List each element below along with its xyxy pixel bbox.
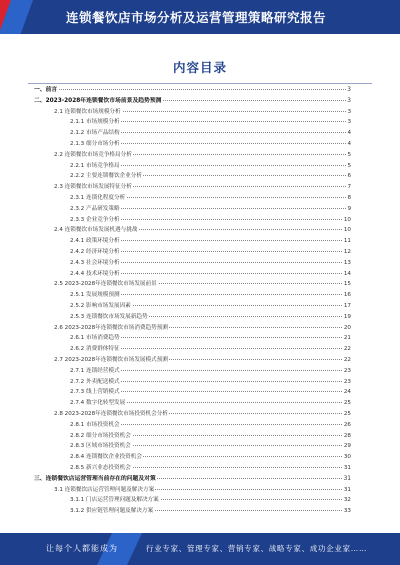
toc-entry[interactable] [0,194,400,202]
toc-entry[interactable] [0,259,400,267]
toc-entry-label: 2.3.3 企业竞争分析 [70,216,120,223]
toc-entry[interactable] [0,183,400,191]
toc-divider [28,83,372,84]
toc-entry-page: 19 [343,313,351,320]
toc-entry-label: 2.1 连锁餐饮市场规模分析 [54,108,121,115]
toc-entry-page: 3 [347,108,351,115]
toc-entry-label: 2.7.1 连锁经营模式 [70,367,120,374]
toc-entry-label: 二、2023-2028年连锁餐饮市场前景及趋势预测 [34,97,162,104]
toc-entry[interactable] [0,280,400,288]
toc-entry[interactable] [0,140,400,148]
toc-entry-label: 2.5.3 连锁餐饮市场发展新趋势 [70,313,148,320]
toc-entry-page: 29 [343,443,351,450]
toc-entry-page: 30 [343,454,351,461]
toc-entry[interactable] [0,108,400,116]
toc-entry-label: 2.4.4 技术环境分析 [70,270,120,277]
toc-entry-page: 26 [343,421,351,428]
toc-entry-page: 10 [343,216,351,223]
toc-entry-page: 16 [343,292,351,299]
toc-entry-page: 23 [343,378,351,385]
toc-entry-page: 31 [343,486,351,493]
toc-entry-label: 2.7.3 线上营销模式 [70,389,120,396]
toc-entry[interactable] [0,399,400,407]
toc-entry[interactable] [0,442,400,450]
toc-entry-page: 22 [343,357,351,363]
toc-entry-label: 2.3 连锁餐饮市场发展特征分析 [54,184,132,191]
toc-entry[interactable] [0,151,400,159]
toc-entry[interactable] [0,226,400,234]
toc-entry-label: 3.1.2 供应链管理问题及解决方案 [70,508,154,515]
toc-entry[interactable] [0,432,400,440]
toc-entry-page: 12 [343,249,351,255]
toc-entry-page: 3 [347,119,351,126]
toc-entry-page: 20 [343,324,351,331]
toc-entry[interactable] [0,410,400,418]
toc-entry-label: 2.1.3 细分市场分析 [70,141,120,147]
toc-entry[interactable] [0,453,400,461]
toc-entry[interactable] [0,356,400,364]
toc-entry-page: 10 [343,227,351,234]
toc-entry-page: 17 [343,303,351,309]
toc-entry[interactable] [0,486,400,494]
toc-entry[interactable] [0,464,400,472]
toc-entry-label: 2.5.1 发展规模预测 [70,292,120,299]
toc-entry[interactable] [0,507,400,515]
toc-entry-label: 3.1.1 门店运营管理问题及解决方案 [70,497,159,504]
toc-entry[interactable] [0,475,400,483]
toc-entry-label: 2.1.2 市场产品结构 [70,130,120,137]
toc-entry-label: 2.8.4 连锁餐饮企业投资机会 [70,454,142,461]
toc-entry-label: 2.8.1 市场投资机会 [70,421,120,428]
toc-entry-page: 6 [347,173,351,180]
toc-entry[interactable] [0,388,400,396]
toc-entry-page: 31 [343,465,351,471]
toc-entry[interactable] [0,324,400,332]
toc-entry[interactable] [0,378,400,386]
toc-entry-label: 2.8.5 新兴业态投资机会 [70,465,131,471]
toc-entry-label: 2.2.2 主要连锁餐饮企业分析 [70,173,142,180]
toc-entry-page: 5 [347,151,351,158]
toc-entry-label: 3.1 连锁餐饮店运营管理问题及解决方案 [54,486,155,493]
toc-entry-label: 三、连锁餐饮店运营管理当前存在的问题及对策 [34,475,156,482]
toc-entry-label: 2.1.1 市场规模分析 [70,119,120,126]
toc-entry[interactable] [0,216,400,224]
toc-entry-label: 2.6.1 市场消费趋势 [70,335,120,342]
toc-entry-page: 25 [343,400,351,407]
toc-entry-page: 31 [343,475,351,482]
toc-entry[interactable] [0,334,400,342]
toc-entry[interactable] [0,129,400,137]
toc-entry-page: 9 [347,205,351,212]
toc-entry-label: 2.4 连锁餐饮市场发展机遇与挑战 [54,227,138,234]
toc-entry-label: 2.7 2023-2028年连锁餐饮市场发展模式预测 [54,357,168,363]
toc-entry-page: 33 [343,508,351,515]
footer-slogan-right: 行业专家、管理专家、营销专家、战略专家、成功企业家…… [146,544,368,553]
toc-entry-label: 2.4.1 政策环境分析 [70,238,120,245]
toc-entry-label: 2.2 连锁餐饮市场竞争格局分析 [54,151,132,158]
toc-entry[interactable] [0,421,400,429]
toc-entry-page: 23 [343,367,351,374]
toc-entry-label: 2.7.2 外卖配送模式 [70,378,120,385]
toc-entry[interactable] [0,205,400,213]
toc-entry-label: 2.8 2023-2028年连锁餐饮市场投资机会分析 [54,411,168,417]
toc-heading: 内容目录 [172,60,227,75]
toc-entry[interactable] [0,302,400,310]
document-title: 连锁餐饮店市场分析及运营管理策略研究报告 [66,10,327,25]
toc-entry-page: 3 [347,97,351,104]
toc-entry-page: 24 [343,389,351,396]
toc-entry[interactable] [0,237,400,245]
toc-entry-page: 5 [347,162,351,169]
toc-entry-page: 7 [347,184,351,191]
toc-entry[interactable] [0,248,400,256]
toc-entry[interactable] [0,496,400,504]
toc-entry-label: 2.7.4 数字化转型发展 [70,400,126,407]
toc-entry-page: 13 [343,259,351,266]
toc-entry-page: 25 [343,411,351,417]
toc-entry-page: 4 [347,141,351,147]
toc-entry-label: 2.5 2023-2028年连锁餐饮市场发展前景 [54,281,157,288]
toc-entry[interactable] [0,291,400,299]
toc-entry[interactable] [0,172,400,180]
toc-entry[interactable] [0,345,400,353]
toc-entry-page: 22 [343,346,351,353]
toc-entry[interactable] [0,86,400,94]
toc-entry-label: 2.6.2 消费群体特征 [70,346,120,353]
footer-banner [0,533,400,565]
footer-slogan-left: 让每个人都能成为 [46,544,118,553]
toc-entry[interactable] [0,270,400,278]
toc-entry-label: 一、前言 [34,87,58,93]
toc-entry-label: 2.6 2023-2028年连锁餐饮市场消费趋势预测 [54,324,168,331]
toc-entry-label: 2.3.2 产品研发策略 [70,205,120,212]
toc-entry[interactable] [0,162,400,170]
toc-entry-label: 2.2.1 市场竞争格局 [70,162,120,169]
header-banner [0,0,400,34]
toc-entry[interactable] [0,97,400,105]
toc-entry-page: 8 [347,195,351,201]
toc-entry-label: 2.4.2 经济环境分析 [70,249,120,255]
toc-entry[interactable] [0,367,400,375]
toc-entry-label: 2.3.1 连锁化程度分析 [70,195,126,201]
toc-entry-page: 11 [343,238,351,245]
toc-entry[interactable] [0,118,400,126]
toc-entry-page: 15 [343,281,351,288]
toc-entry-label: 2.8.3 区域市场投资机会 [70,443,131,450]
toc-entry-label: 2.8.2 细分市场投资机会 [70,432,131,439]
toc-entry-page: 21 [343,335,351,342]
toc-entry-page: 32 [343,497,351,504]
toc-entry-page: 3 [347,87,351,93]
toc-entry-page: 28 [343,432,351,439]
toc-entry[interactable] [0,313,400,321]
toc-entry-page: 4 [347,130,351,137]
toc-entry-label: 2.4.3 社会环境分析 [70,259,120,266]
toc-leader-dots [34,89,348,90]
toc-entry-label: 2.5.2 影响市场发展因素 [70,303,131,309]
toc-entry-page: 14 [343,270,351,277]
